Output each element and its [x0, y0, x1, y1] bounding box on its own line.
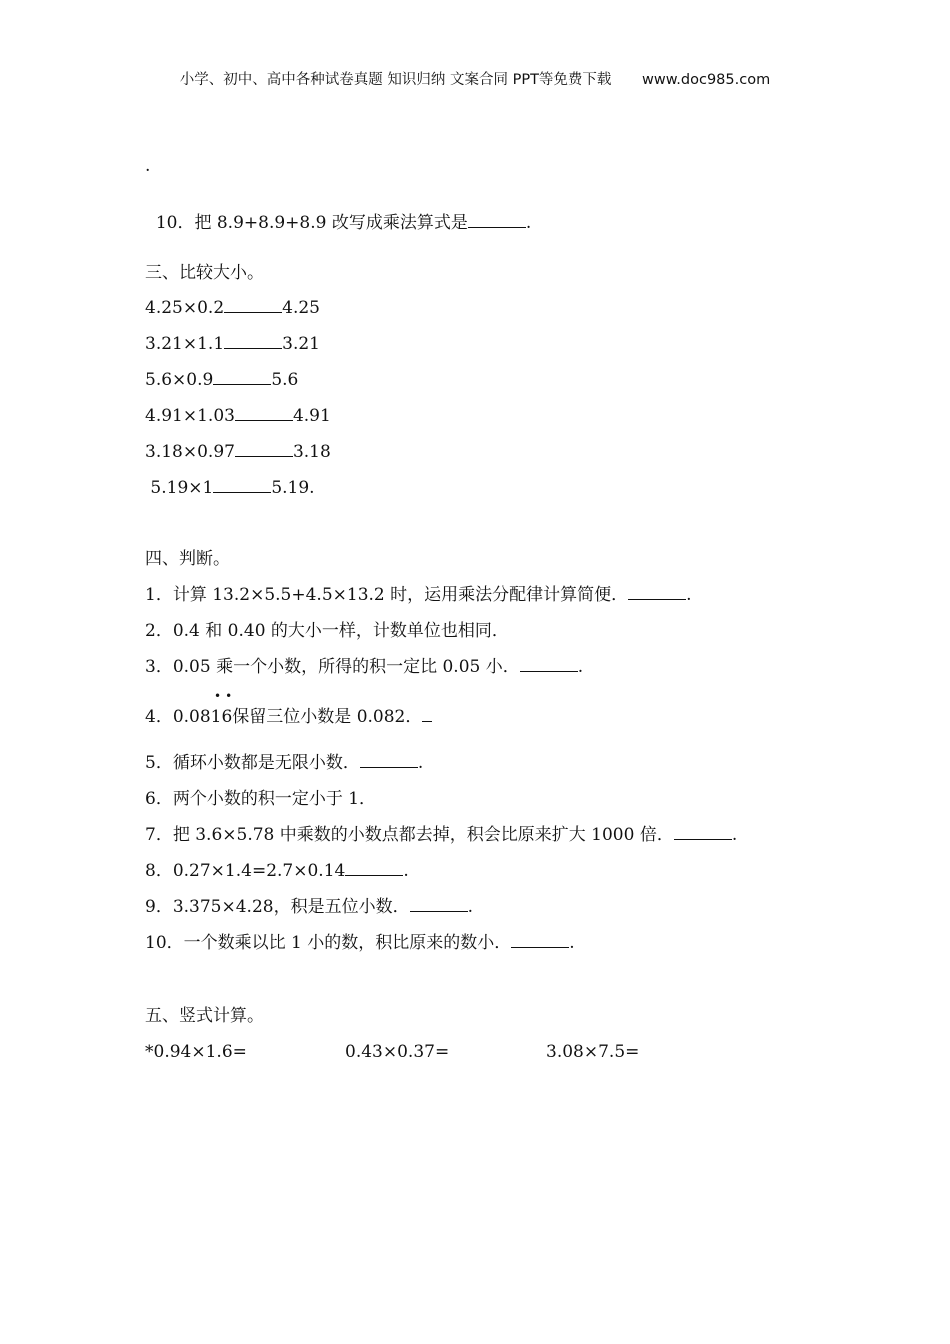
judge-text: 10．一个数乘以比 1 小的数，积比原来的数小．	[145, 933, 512, 953]
question-end: .	[525, 213, 532, 233]
judge-item	[145, 656, 583, 678]
judge-text: 8．0.27×1.4=2.7×0.14	[145, 861, 346, 881]
calc-item: 3.08×7.5=	[546, 1042, 640, 1062]
judge-text: 3．0.05 乘一个小数，所得的积一定比 0.05 小．	[145, 657, 520, 677]
compare-blank[interactable]	[224, 334, 282, 349]
compare-item	[145, 441, 331, 463]
compare-right: 5.19.	[271, 478, 315, 498]
compare-item	[145, 333, 320, 355]
compare-left: 4.25×0.2	[145, 298, 225, 318]
section-5-title: 五、竖式计算。	[145, 1006, 264, 1026]
judge-text: 1．计算 13.2×5.5+4.5×13.2 时，运用乘法分配律计算简便．	[145, 585, 629, 605]
compare-item	[145, 369, 298, 391]
judge-item	[145, 706, 432, 728]
judge-item	[145, 584, 692, 606]
judge-item	[145, 896, 473, 918]
compare-left: 4.91×1.03	[145, 406, 235, 426]
judge-text: 9．3.375×4.28，积是五位小数．	[145, 897, 410, 917]
judge-end: .	[417, 753, 424, 773]
judge-item	[145, 932, 575, 954]
judge-end: .	[403, 861, 409, 881]
section-3-title: 三、比较大小。	[145, 263, 264, 283]
compare-blank[interactable]	[224, 298, 282, 313]
judge-blank[interactable]	[511, 933, 569, 948]
judge-text: 2．0.4 和 0.40 的大小一样，计数单位也相同．	[145, 621, 509, 641]
judge-text: 4．0.0816保留三位小数是 0.082．	[145, 707, 423, 727]
judge-blank[interactable]	[345, 861, 403, 876]
compare-item	[145, 477, 315, 499]
header-title: 小学、初中、高中各种试卷真题 知识归纳 文案合同 PPT等免费下载	[179, 72, 612, 88]
judge-end: .	[686, 585, 692, 605]
compare-blank[interactable]	[213, 478, 271, 493]
compare-left: 3.21×1.1	[145, 334, 225, 354]
judge-text: 7．把 3.6×5.78 中乘数的小数点都去掉，积会比原来扩大 1000 倍．	[145, 825, 674, 845]
calc-item: *0.94×1.6=	[145, 1042, 247, 1062]
section-4-title: 四、判断。	[145, 549, 230, 569]
compare-right: 4.91	[292, 406, 331, 426]
judge-text: 5．循环小数都是无限小数．	[145, 753, 360, 773]
compare-item	[145, 297, 320, 319]
judge-text: 6．两个小数的积一定小于 1．	[145, 789, 377, 809]
judge-blank[interactable]	[410, 897, 468, 912]
header-site: www.doc985.com	[642, 72, 771, 88]
judge-item	[145, 788, 376, 810]
fill-question-10	[145, 190, 531, 234]
judge-blank[interactable]	[360, 753, 418, 768]
judge-item	[145, 860, 409, 882]
compare-right: 3.21	[282, 334, 320, 354]
answer-blank[interactable]	[468, 213, 526, 228]
judge-end: .	[577, 657, 584, 677]
judge-blank[interactable]	[422, 707, 432, 722]
compare-left: 5.6×0.9	[145, 370, 214, 390]
judge-end: .	[731, 825, 738, 845]
judge-item	[145, 824, 737, 846]
judge-end: .	[569, 933, 575, 953]
compare-left: 3.18×0.97	[145, 442, 235, 462]
judge-blank[interactable]	[674, 825, 732, 840]
compare-blank[interactable]	[235, 406, 293, 421]
compare-left: 5.19×1	[145, 478, 214, 498]
stray-dot: .	[145, 156, 151, 176]
compare-blank[interactable]	[235, 442, 293, 457]
judge-blank[interactable]	[628, 585, 686, 600]
page-header	[0, 68, 950, 89]
compare-right: 3.18	[292, 442, 331, 462]
compare-blank[interactable]	[213, 370, 271, 385]
calc-item: 0.43×0.37=	[345, 1042, 450, 1062]
judge-blank[interactable]	[520, 657, 578, 672]
judge-item	[145, 752, 423, 774]
repeating-decimal-dots: ••	[214, 689, 237, 703]
judge-end: .	[467, 897, 473, 917]
judge-item	[145, 620, 509, 642]
question-text: 10．把 8.9+8.9+8.9 改写成乘法算式是	[155, 213, 468, 233]
compare-item	[145, 405, 331, 427]
compare-right: 4.25	[282, 298, 320, 318]
compare-right: 5.6	[271, 370, 299, 390]
